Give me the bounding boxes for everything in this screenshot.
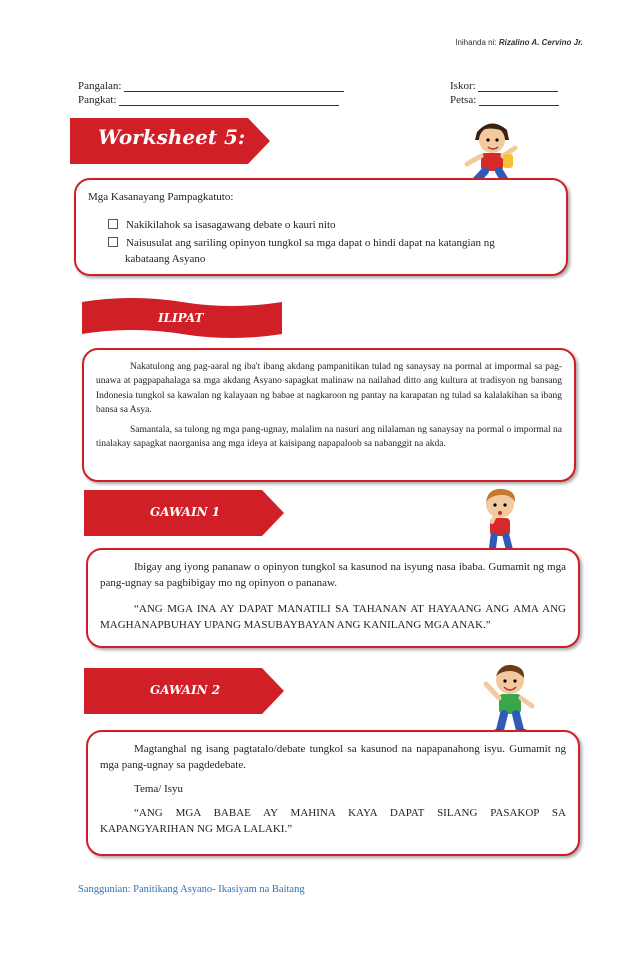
gawain2-paragraph-1: Magtanghal ng isang pagtatalo/debate tungkol sa kasunod na napapanahong isyu. Gumamit ng mga pang-ugnay sa pagdedebate. (100, 743, 566, 771)
date-field[interactable] (450, 94, 559, 106)
gawain1-box (86, 548, 580, 648)
gawain1-paragraph-1: Ibigay ang iyong pananaw o opinyon tungkol sa kasunod na isyung nasa ibaba. Gumamit ng mga pang-ugnay sa pagbibigay mo ng opinyon o pananaw. (100, 561, 566, 589)
prepared-label: Inihanda ni: (455, 38, 497, 47)
prepared-name: Rizalino A. Cervino Jr. (498, 38, 583, 47)
worksheet-title: Worksheet 5: (98, 125, 246, 149)
ilipat-paragraph-2: Samantala, sa tulong ng mga pang-ugnay, malalim na nasuri ang nilalaman ng sanaysay na pormal o impormal na tinalakay sapagkat naorganisa ang mga ideya at kaisipang napapaloob sa nabanggit na akda. (96, 425, 562, 450)
name-field[interactable] (78, 80, 344, 92)
objectives-box (74, 178, 568, 276)
gawain2-banner (84, 668, 284, 714)
score-field[interactable] (450, 80, 558, 92)
name-label: Pangalan: (78, 80, 122, 92)
score-line[interactable] (478, 80, 558, 92)
objectives-heading: Mga Kasanayang Pampagkatuto: (88, 191, 234, 203)
objective-item: Nakikilahok sa isasagawang debate o kauri nito (108, 218, 554, 234)
name-line[interactable] (124, 80, 344, 92)
date-label: Petsa: (450, 94, 477, 106)
gawain1-paragraph-2: “ANG MGA INA AY DAPAT MANATILI SA TAHANAN AT HAYAANG ANG AMA ANG MAGHANAPBUHAY UPANG MASUBAYBAYAN ANG KANILANG MGA ANAK.” (100, 602, 566, 631)
ilipat-banner (82, 296, 282, 342)
ilipat-box (82, 348, 576, 482)
checkbox-icon[interactable] (108, 237, 118, 247)
footer-reference: Sanggunian: Panitikang Asyano- Ikasiyam na Baitang (78, 884, 305, 895)
cartoon-boy-waving-icon (478, 662, 542, 738)
gawain2-title: GAWAIN 2 (150, 683, 221, 697)
section-line[interactable] (119, 94, 339, 106)
date-line[interactable] (479, 94, 559, 106)
gawain1-banner (84, 490, 284, 536)
gawain2-box (86, 730, 580, 856)
checkbox-icon[interactable] (108, 219, 118, 229)
prepared-by (455, 38, 583, 47)
gawain1-title: GAWAIN 1 (150, 505, 221, 519)
score-label: Iskor: (450, 80, 476, 92)
gawain2-issue: “ANG MGA BABAE AY MAHINA KAYA DAPAT SILANG PASAKOP SA KAPANGYARIHAN NG MGA LALAKI.” (100, 806, 566, 835)
ilipat-title: ILIPAT (158, 311, 204, 325)
section-field[interactable] (78, 94, 339, 106)
gawain2-theme-label: Tema/ Isyu (134, 782, 184, 795)
section-label: Pangkat: (78, 94, 117, 106)
ilipat-paragraph-1: Nakatulong ang pag-aaral ng iba't ibang akdang pampanitikan tulad ng sanaysay na pormal at impormal sa pag-unawa at pagpapahalaga sa mga akdang Asyano sapagkat malinaw na nailahad ditto ang kultura at tradisyon ng bansang Indonesia tungkol sa kawalan ng kalayaan ng babae at nagkaroon ng pantay na karapatan ng tulad sa kalalakihan sa ibang bansa sa Asya. (96, 362, 562, 415)
worksheet-banner (70, 118, 270, 164)
objective-item: Naisusulat ang sariling opinyon tungkol sa mga dapat o hindi dapat na katangian ng kabataang Asyano (108, 236, 514, 268)
